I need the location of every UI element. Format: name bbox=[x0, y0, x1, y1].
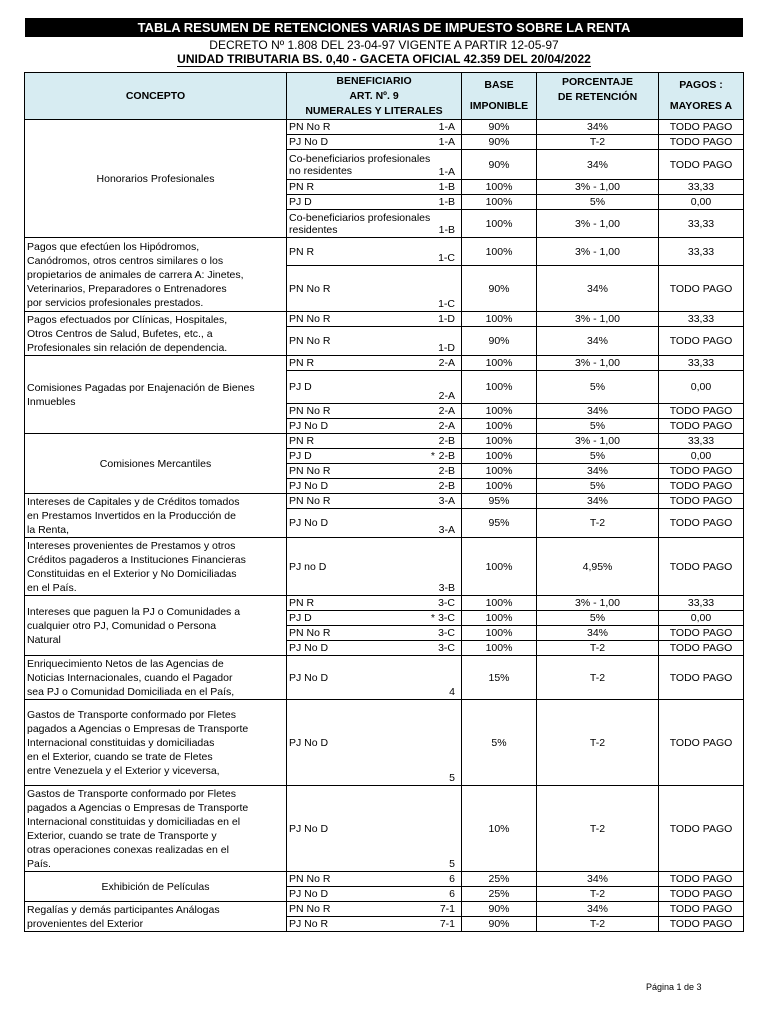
concept-cell: Regalías y demás participantes Análogas provenientes del Exterior bbox=[25, 902, 287, 932]
base-cell: 90% bbox=[462, 902, 537, 917]
percentage-cell: 5% bbox=[537, 371, 659, 404]
asterisk-mark: * bbox=[430, 612, 435, 624]
payment-cell: 33,33 bbox=[659, 434, 744, 449]
payment-cell: 0,00 bbox=[659, 371, 744, 404]
literal-code: 1-C bbox=[438, 298, 455, 310]
beneficiary-cell: PJ No D 4 bbox=[287, 656, 462, 700]
payment-cell: 33,33 bbox=[659, 356, 744, 371]
base-cell: 100% bbox=[462, 180, 537, 195]
beneficiary-cell: PN R 3-C bbox=[287, 596, 462, 611]
percentage-cell: 3% - 1,00 bbox=[537, 434, 659, 449]
concept-cell: Intereses provenientes de Prestamos y otros Créditos pagaderos a Instituciones Financieras Constituidas en el Exterior y No Domiciliadas en el País. bbox=[25, 538, 287, 596]
base-cell: 100% bbox=[462, 449, 537, 464]
percentage-cell: 3% - 1,00 bbox=[537, 210, 659, 238]
beneficiary-cell: PN No R 1-D bbox=[287, 327, 462, 356]
literal-code: 1-A bbox=[438, 121, 455, 133]
table-row bbox=[25, 238, 744, 266]
concept-cell: Comisiones Mercantiles bbox=[25, 434, 287, 494]
table-row bbox=[25, 538, 744, 596]
percentage-cell: 34% bbox=[537, 902, 659, 917]
literal-code: 2-B bbox=[438, 435, 455, 447]
base-cell: 100% bbox=[462, 312, 537, 327]
base-cell: 100% bbox=[462, 419, 537, 434]
percentage-cell: 34% bbox=[537, 120, 659, 135]
literal-code: 5 bbox=[449, 858, 455, 870]
decree-line: DECRETO Nº 1.808 DEL 23-04-97 VIGENTE A PARTIR 12-05-97 bbox=[209, 38, 559, 52]
beneficiary-cell: PN No R 2-B bbox=[287, 464, 462, 479]
literal-code: 2-B bbox=[438, 465, 455, 477]
base-cell: 100% bbox=[462, 238, 537, 266]
percentage-cell: 3% - 1,00 bbox=[537, 356, 659, 371]
literal-code: 1-C bbox=[438, 252, 455, 264]
payment-cell: TODO PAGO bbox=[659, 872, 744, 887]
payment-cell: TODO PAGO bbox=[659, 538, 744, 596]
header-beneficiario: BENEFICIARIO ART. Nº. 9 NUMERALES Y LITERALES bbox=[287, 73, 462, 120]
base-cell: 90% bbox=[462, 135, 537, 150]
base-cell: 90% bbox=[462, 327, 537, 356]
base-cell: 10% bbox=[462, 786, 537, 872]
percentage-cell: T-2 bbox=[537, 656, 659, 700]
beneficiary-cell: Co-beneficiarios profesionales residentes 1-B bbox=[287, 210, 462, 238]
percentage-cell: T-2 bbox=[537, 700, 659, 786]
percentage-cell: 34% bbox=[537, 626, 659, 641]
base-cell: 100% bbox=[462, 596, 537, 611]
payment-cell: TODO PAGO bbox=[659, 327, 744, 356]
beneficiary-cell: PJ D 2-B * bbox=[287, 449, 462, 464]
beneficiary-cell: PN No R 1-C bbox=[287, 266, 462, 312]
beneficiary-cell: PN R 2-B bbox=[287, 434, 462, 449]
percentage-cell: 34% bbox=[537, 872, 659, 887]
beneficiary-cell: PN No R 1-D bbox=[287, 312, 462, 327]
literal-code: 6 bbox=[449, 873, 455, 885]
base-cell: 90% bbox=[462, 120, 537, 135]
payment-cell: TODO PAGO bbox=[659, 902, 744, 917]
percentage-cell: T-2 bbox=[537, 917, 659, 932]
base-cell: 100% bbox=[462, 356, 537, 371]
concept-cell: Intereses de Capitales y de Créditos tomados en Prestamos Invertidos en la Producción de la Renta, bbox=[25, 494, 287, 538]
beneficiary-cell: PN No R 7-1 bbox=[287, 902, 462, 917]
payment-cell: 33,33 bbox=[659, 210, 744, 238]
base-cell: 100% bbox=[462, 611, 537, 626]
payment-cell: TODO PAGO bbox=[659, 509, 744, 538]
header-pagos: PAGOS : MAYORES A bbox=[659, 73, 744, 120]
literal-code: 3-C bbox=[438, 627, 455, 639]
payment-cell: TODO PAGO bbox=[659, 266, 744, 312]
payment-cell: TODO PAGO bbox=[659, 786, 744, 872]
table-row bbox=[25, 656, 744, 700]
beneficiary-cell: PJ D 1-B bbox=[287, 195, 462, 210]
beneficiary-cell: PJ D 3-C * bbox=[287, 611, 462, 626]
literal-code: 1-B bbox=[438, 224, 455, 236]
concept-cell: Comisiones Pagadas por Enajenación de Bienes Inmuebles bbox=[25, 356, 287, 434]
literal-code: 2-A bbox=[438, 405, 455, 417]
table-row bbox=[25, 786, 744, 872]
literal-code: 7-1 bbox=[439, 918, 455, 930]
literal-code: 2-B bbox=[438, 480, 455, 492]
literal-code: 2-A bbox=[438, 357, 455, 369]
beneficiary-cell: PJ no D 3-B bbox=[287, 538, 462, 596]
literal-code: 1-A bbox=[438, 166, 455, 178]
beneficiary-cell: PN No R 2-A bbox=[287, 404, 462, 419]
concept-cell: Pagos efectuados por Clínicas, Hospitales, Otros Centros de Salud, Bufetes, etc., a Profesionales sin relación de dependencia. bbox=[25, 312, 287, 356]
payment-cell: TODO PAGO bbox=[659, 419, 744, 434]
percentage-cell: 3% - 1,00 bbox=[537, 596, 659, 611]
table-row bbox=[25, 356, 744, 371]
percentage-cell: 5% bbox=[537, 449, 659, 464]
tax-unit-line bbox=[25, 52, 743, 67]
percentage-cell: 3% - 1,00 bbox=[537, 312, 659, 327]
concept-cell: Intereses que paguen la PJ o Comunidades a cualquier otro PJ, Comunidad o Persona Natural bbox=[25, 596, 287, 656]
literal-code: 1-B bbox=[438, 196, 455, 208]
percentage-cell: 34% bbox=[537, 150, 659, 180]
percentage-cell: 34% bbox=[537, 404, 659, 419]
percentage-cell: 34% bbox=[537, 327, 659, 356]
literal-code: 2-B bbox=[438, 450, 455, 462]
beneficiary-cell: PJ D 2-A bbox=[287, 371, 462, 404]
percentage-cell: 3% - 1,00 bbox=[537, 238, 659, 266]
beneficiary-cell: PJ No D 3-C bbox=[287, 641, 462, 656]
percentage-cell: T-2 bbox=[537, 887, 659, 902]
beneficiary-cell: PN No R 6 bbox=[287, 872, 462, 887]
payment-cell: TODO PAGO bbox=[659, 626, 744, 641]
beneficiary-cell: PN R 1-C bbox=[287, 238, 462, 266]
payment-cell: 33,33 bbox=[659, 180, 744, 195]
literal-code: 6 bbox=[449, 888, 455, 900]
payment-cell: TODO PAGO bbox=[659, 464, 744, 479]
concept-cell: Enriquecimiento Netos de las Agencias de Noticias Internacionales, cuando el Pagador sea PJ o Comunidad Domiciliada en el País, bbox=[25, 656, 287, 700]
base-cell: 25% bbox=[462, 872, 537, 887]
literal-code: 7-1 bbox=[439, 903, 455, 915]
percentage-cell: 34% bbox=[537, 266, 659, 312]
percentage-cell: T-2 bbox=[537, 641, 659, 656]
base-cell: 25% bbox=[462, 887, 537, 902]
base-cell: 100% bbox=[462, 404, 537, 419]
base-cell: 95% bbox=[462, 509, 537, 538]
table-row bbox=[25, 120, 744, 135]
beneficiary-cell: PN No R 1-A bbox=[287, 120, 462, 135]
base-cell: 100% bbox=[462, 479, 537, 494]
literal-code: 3-C bbox=[438, 642, 455, 654]
header-concepto: CONCEPTO bbox=[25, 73, 287, 120]
base-cell: 100% bbox=[462, 434, 537, 449]
beneficiary-cell: PJ No D 5 bbox=[287, 700, 462, 786]
beneficiary-cell: PJ No D 2-A bbox=[287, 419, 462, 434]
payment-cell: TODO PAGO bbox=[659, 494, 744, 509]
asterisk-mark: * bbox=[430, 450, 435, 462]
concept-cell: Exhibición de Películas bbox=[25, 872, 287, 902]
base-cell: 90% bbox=[462, 917, 537, 932]
payment-cell: 33,33 bbox=[659, 312, 744, 327]
percentage-cell: 5% bbox=[537, 419, 659, 434]
literal-code: 3-A bbox=[438, 524, 455, 536]
table-row bbox=[25, 872, 744, 887]
literal-code: 1-D bbox=[438, 342, 455, 354]
base-cell: 100% bbox=[462, 371, 537, 404]
payment-cell: TODO PAGO bbox=[659, 917, 744, 932]
payment-cell: 33,33 bbox=[659, 238, 744, 266]
base-cell: 100% bbox=[462, 641, 537, 656]
beneficiary-cell: PJ No R 7-1 bbox=[287, 917, 462, 932]
literal-code: 1-D bbox=[438, 313, 455, 325]
percentage-cell: 5% bbox=[537, 479, 659, 494]
literal-code: 1-A bbox=[438, 136, 455, 148]
literal-code: 2-A bbox=[438, 420, 455, 432]
payment-cell: TODO PAGO bbox=[659, 641, 744, 656]
tax-unit-text: UNIDAD TRIBUTARIA BS. 0,40 - GACETA OFICIAL 42.359 DEL 20/04/2022 bbox=[177, 52, 591, 66]
percentage-cell: 34% bbox=[537, 464, 659, 479]
literal-code: 5 bbox=[449, 772, 455, 784]
beneficiary-cell: PN No R 3-A bbox=[287, 494, 462, 509]
table-row bbox=[25, 596, 744, 611]
base-cell: 95% bbox=[462, 494, 537, 509]
table-row bbox=[25, 494, 744, 509]
payment-cell: TODO PAGO bbox=[659, 150, 744, 180]
table-header-row bbox=[25, 73, 744, 120]
payment-cell: TODO PAGO bbox=[659, 887, 744, 902]
base-cell: 100% bbox=[462, 210, 537, 238]
base-cell: 100% bbox=[462, 538, 537, 596]
literal-code: 3-C bbox=[438, 597, 455, 609]
payment-cell: 0,00 bbox=[659, 449, 744, 464]
beneficiary-cell: PJ No D 2-B bbox=[287, 479, 462, 494]
literal-code: 3-C bbox=[438, 612, 455, 624]
table-row bbox=[25, 312, 744, 327]
percentage-cell: 4,95% bbox=[537, 538, 659, 596]
literal-code: 1-B bbox=[438, 181, 455, 193]
percentage-cell: T-2 bbox=[537, 509, 659, 538]
base-cell: 100% bbox=[462, 626, 537, 641]
beneficiary-cell: PN R 2-A bbox=[287, 356, 462, 371]
beneficiary-cell: PJ No D 6 bbox=[287, 887, 462, 902]
base-cell: 15% bbox=[462, 656, 537, 700]
base-cell: 90% bbox=[462, 266, 537, 312]
page-number: Página 1 de 3 bbox=[646, 982, 702, 992]
payment-cell: 33,33 bbox=[659, 596, 744, 611]
percentage-cell: T-2 bbox=[537, 786, 659, 872]
withholding-table bbox=[24, 72, 744, 932]
literal-code: 3-A bbox=[438, 495, 455, 507]
percentage-cell: T-2 bbox=[537, 135, 659, 150]
payment-cell: TODO PAGO bbox=[659, 479, 744, 494]
payment-cell: 0,00 bbox=[659, 195, 744, 210]
beneficiary-cell: PN No R 3-C bbox=[287, 626, 462, 641]
concept-cell: Gastos de Transporte conformado por Fletes pagados a Agencias o Empresas de Transporte Internacional constituidas y domiciliadas en el Exterior, cuando se trate de Transporte y otras operaciones conexas realizadas en el País. bbox=[25, 786, 287, 872]
table-row bbox=[25, 700, 744, 786]
base-cell: 90% bbox=[462, 150, 537, 180]
base-cell: 100% bbox=[462, 464, 537, 479]
document-title: TABLA RESUMEN DE RETENCIONES VARIAS DE IMPUESTO SOBRE LA RENTA bbox=[25, 18, 743, 37]
literal-code: 2-A bbox=[438, 390, 455, 402]
percentage-cell: 34% bbox=[537, 494, 659, 509]
concept-cell: Gastos de Transporte conformado por Fletes pagados a Agencias o Empresas de Transporte Internacional constituidas y domiciliadas en el Exterior, cuando se trate de Fletes entre Venezuela y el Exterior y viceversa, bbox=[25, 700, 287, 786]
concept-cell: Pagos que efectúen los Hipódromos, Canódromos, otros centros similares o los propietarios de animales de carrera A: Jinetes, Veterinarios, Preparadores o Entrenadores por servicios profesionales prestados. bbox=[25, 238, 287, 312]
percentage-cell: 3% - 1,00 bbox=[537, 180, 659, 195]
payment-cell: TODO PAGO bbox=[659, 120, 744, 135]
payment-cell: TODO PAGO bbox=[659, 700, 744, 786]
table-row bbox=[25, 434, 744, 449]
payment-cell: TODO PAGO bbox=[659, 656, 744, 700]
header-base: BASE IMPONIBLE bbox=[462, 73, 537, 120]
beneficiary-cell: PJ No D 5 bbox=[287, 786, 462, 872]
table-row bbox=[25, 902, 744, 917]
beneficiary-cell: PN R 1-B bbox=[287, 180, 462, 195]
percentage-cell: 5% bbox=[537, 195, 659, 210]
concept-cell: Honorarios Profesionales bbox=[25, 120, 287, 238]
literal-code: 4 bbox=[449, 686, 455, 698]
payment-cell: TODO PAGO bbox=[659, 135, 744, 150]
base-cell: 100% bbox=[462, 195, 537, 210]
literal-code: 3-B bbox=[438, 582, 455, 594]
header-porcentaje: PORCENTAJE DE RETENCIÓN bbox=[537, 73, 659, 120]
percentage-cell: 5% bbox=[537, 611, 659, 626]
payment-cell: 0,00 bbox=[659, 611, 744, 626]
beneficiary-cell: PJ No D 1-A bbox=[287, 135, 462, 150]
beneficiary-cell: PJ No D 3-A bbox=[287, 509, 462, 538]
payment-cell: TODO PAGO bbox=[659, 404, 744, 419]
beneficiary-cell: Co-beneficiarios profesionales no residentes 1-A bbox=[287, 150, 462, 180]
base-cell: 5% bbox=[462, 700, 537, 786]
